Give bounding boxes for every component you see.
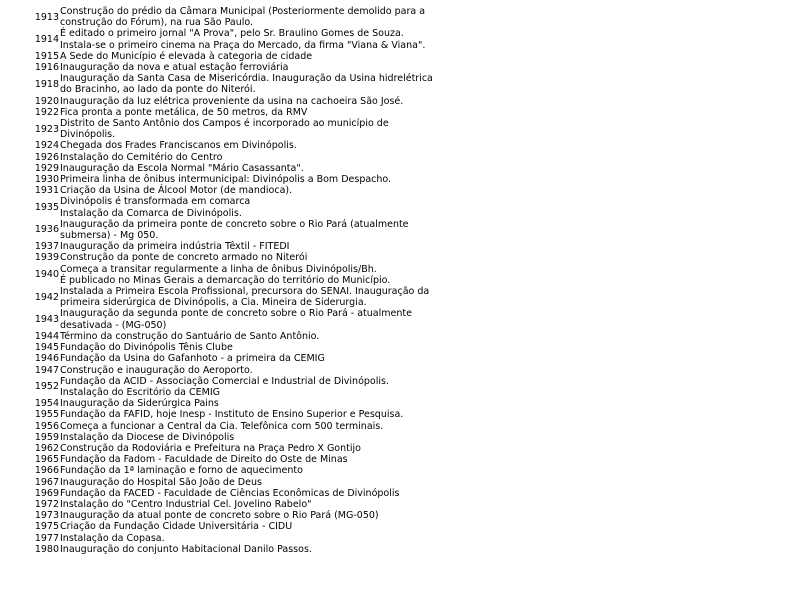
timeline-event [60, 533, 452, 544]
timeline-event-line: do Bracinho, ao lado da ponte do Niterói. [60, 84, 256, 96]
timeline-event [60, 174, 452, 185]
timeline-year: 1914 [34, 34, 59, 45]
timeline-event-line: Instalação do "Centro Industrial Cel. Jovelino Rabelo" [60, 498, 312, 510]
timeline-event [60, 96, 452, 107]
timeline-row [32, 219, 452, 241]
timeline-year: 1945 [34, 342, 59, 354]
timeline-year: 1959 [34, 431, 59, 443]
timeline-event [60, 477, 452, 488]
timeline-event [60, 443, 452, 454]
timeline-year: 1962 [34, 442, 59, 454]
timeline-year: 1915 [34, 50, 59, 62]
timeline-row [32, 521, 452, 532]
timeline-row [32, 185, 452, 196]
timeline-event-line: É editado o primeiro jornal "A Prova", pelo Sr. Braulino Gomes de Souza. [60, 28, 404, 40]
timeline-event-line: Construção e inauguração do Aeroporto. [60, 364, 253, 376]
timeline-year: 1943 [34, 314, 59, 326]
timeline-event-line: Fundação da 1ª laminação e forno de aquecimento [60, 465, 303, 477]
timeline-year: 1965 [34, 454, 59, 466]
timeline-row [32, 264, 452, 286]
timeline-row [32, 163, 452, 174]
timeline-row [32, 28, 452, 50]
timeline-row [32, 6, 452, 28]
timeline-event-line: Instalação do Cemitério do Centro [60, 151, 223, 163]
timeline-row [32, 241, 452, 252]
timeline-year: 1930 [34, 174, 59, 186]
timeline-event-line: submersa) - Mg 050. [60, 230, 159, 242]
timeline-year: 1940 [34, 269, 59, 281]
timeline-year: 1980 [34, 543, 59, 555]
timeline-year: 1952 [34, 381, 59, 393]
timeline-year: 1929 [34, 162, 59, 174]
timeline-row [32, 286, 452, 308]
timeline-event [60, 465, 452, 476]
timeline-year: 1936 [34, 224, 59, 236]
timeline-event [60, 185, 452, 196]
timeline-year: 1916 [34, 62, 59, 74]
timeline-row [32, 443, 452, 454]
timeline-event [60, 432, 452, 443]
timeline-year: 1935 [34, 202, 59, 214]
timeline-event-line: Instalação do Escritório da CEMIG [60, 386, 221, 398]
timeline-event-line: Inauguração do conjunto Habitacional Danilo Passos. [60, 543, 312, 555]
timeline-row [32, 499, 452, 510]
timeline-event [60, 544, 452, 555]
timeline-year: 1975 [34, 521, 59, 533]
timeline-event-line: desativada - (MG-050) [60, 319, 167, 331]
timeline-event-line: Construção da ponte de concreto armado no Niterói [60, 252, 308, 264]
timeline-year: 1955 [34, 409, 59, 421]
timeline-year: 1944 [34, 330, 59, 342]
timeline-event [60, 107, 452, 118]
timeline-year: 1918 [34, 78, 59, 90]
timeline-row [32, 331, 452, 342]
timeline-year: 1946 [34, 353, 59, 365]
timeline-event-line: Fica pronta a ponte metálica, de 50 metros, da RMV [60, 106, 308, 118]
timeline-row [32, 174, 452, 185]
timeline-event [60, 219, 452, 241]
timeline-event-line: Começa a transitar regularmente a linha de ônibus Divinópolis/Bh. [60, 263, 377, 275]
timeline-event-line: Instala-se o primeiro cinema na Praça do Mercado, da firma "Viana & Viana". [60, 39, 426, 51]
timeline-row [32, 51, 452, 62]
timeline-event-line: Instalação da Comarca de Divinópolis. [60, 207, 242, 219]
timeline-event [60, 308, 452, 330]
timeline-row [32, 454, 452, 465]
timeline-event [60, 118, 452, 140]
timeline-row [32, 62, 452, 73]
timeline-event [60, 73, 452, 95]
timeline-event-line: Inauguração da Escola Normal "Mário Casassanta". [60, 162, 304, 174]
timeline-event-line: Começa a funcionar a Central da Cia. Telefônica com 500 terminais. [60, 420, 384, 432]
timeline-row [32, 544, 452, 555]
timeline-event [60, 353, 452, 364]
timeline-event [60, 241, 452, 252]
timeline-event-line: Inauguração da segunda ponte de concreto sobre o Rio Pará - atualmente [60, 308, 412, 320]
timeline-year: 1972 [34, 498, 59, 510]
timeline-event-line: Fundação do Divinópolis Tênis Clube [60, 342, 233, 354]
timeline-table [32, 6, 452, 555]
timeline-event-line: Instalação da Diocese de Divinópolis [60, 431, 235, 443]
timeline-event-line: Inauguração da atual ponte de concreto sobre o Rio Pará (MG-050) [60, 510, 379, 522]
timeline-event-line: Distrito de Santo Antônio dos Campos é incorporado ao município de [60, 118, 389, 130]
timeline-row [32, 510, 452, 521]
timeline-event [60, 152, 452, 163]
timeline-event [60, 28, 452, 50]
timeline-event-line: Fundação da Usina do Gafanhoto - a primeira da CEMIG [60, 353, 325, 365]
timeline-event-line: Criação da Usina de Álcool Motor (de mandioca). [60, 185, 293, 197]
timeline-event-line: Fundação da FACED - Faculdade de Ciências Econômicas de Divinópolis [60, 487, 400, 499]
timeline-event [60, 409, 452, 420]
timeline-row [32, 140, 452, 151]
timeline-row [32, 409, 452, 420]
timeline-event-line: construção do Fórum), na rua São Paulo. [60, 17, 254, 29]
timeline-row [32, 308, 452, 330]
timeline-year: 1922 [34, 106, 59, 118]
timeline-event [60, 196, 452, 218]
timeline-row [32, 252, 452, 263]
timeline-event-line: Inauguração da luz elétrica proveniente da usina na cachoeira São José. [60, 95, 404, 107]
timeline-row [32, 533, 452, 544]
timeline-year: 1942 [34, 291, 59, 303]
timeline-event [60, 454, 452, 465]
timeline-event [60, 140, 452, 151]
timeline-event [60, 342, 452, 353]
timeline-event [60, 488, 452, 499]
timeline-event [60, 510, 452, 521]
timeline-event-line: Fundação da ACID - Associação Comercial e Industrial de Divinópolis. [60, 375, 389, 387]
timeline-event-line: Término da construção do Santuário de Santo Antônio. [60, 330, 320, 342]
timeline-event-line: Chegada dos Frades Franciscanos em Divinópolis. [60, 140, 297, 152]
timeline-event [60, 376, 452, 398]
timeline-row [32, 376, 452, 398]
timeline-row [32, 488, 452, 499]
timeline-year: 1924 [34, 140, 59, 152]
timeline-event-line: Inauguração da nova e atual estação ferroviária [60, 62, 289, 74]
timeline-event-line: Instalação da Copasa. [60, 532, 165, 544]
timeline-row [32, 196, 452, 218]
timeline-row [32, 353, 452, 364]
timeline-event-line: Instalada a Primeira Escola Profissional, precursora do SENAI. Inauguração da [60, 286, 430, 298]
timeline-year: 1937 [34, 241, 59, 253]
timeline-event [60, 398, 452, 409]
timeline-year: 1954 [34, 398, 59, 410]
timeline-year: 1966 [34, 465, 59, 477]
timeline-event-line: primeira siderúrgica de Divinópolis, a Cia. Mineira de Siderurgia. [60, 297, 367, 309]
timeline-row [32, 152, 452, 163]
timeline-year: 1956 [34, 420, 59, 432]
timeline-row [32, 73, 452, 95]
timeline-year: 1939 [34, 252, 59, 264]
timeline-row [32, 432, 452, 443]
timeline-event-line: Construção do prédio da Câmara Municipal (Posteriormente demolido para a [60, 6, 426, 17]
timeline-event-line: Criação da Fundação Cidade Universitária - CIDU [60, 521, 293, 533]
timeline-event-line: Divinópolis. [60, 129, 116, 141]
timeline-row [32, 118, 452, 140]
timeline-event [60, 264, 452, 286]
timeline-row [32, 477, 452, 488]
timeline-year: 1913 [34, 11, 59, 23]
timeline-row [32, 398, 452, 409]
timeline-body [32, 6, 452, 555]
timeline-row [32, 421, 452, 432]
timeline-event [60, 51, 452, 62]
timeline-year: 1920 [34, 95, 59, 107]
timeline-year: 1923 [34, 123, 59, 135]
timeline-event-line: Primeira linha de ônibus intermunicipal: Divinópolis a Bom Despacho. [60, 174, 392, 186]
timeline-event-line: Inauguração da Santa Casa de Misericórdia. Inauguração da Usina hidrelétrica [60, 73, 433, 85]
timeline-event-line: Divinópolis é transformada em comarca [60, 196, 251, 208]
timeline-event [60, 286, 452, 308]
timeline-year: 1931 [34, 185, 59, 197]
timeline-event [60, 62, 452, 73]
timeline-event-line: Construção da Rodoviária e Prefeitura na Praça Pedro X Gontijo [60, 442, 361, 454]
timeline-year: 1969 [34, 487, 59, 499]
timeline-event-line: Inauguração da Siderúrgica Pains [60, 398, 219, 410]
timeline-event-line: Fundação da FAFID, hoje Inesp - Instituto de Ensino Superior e Pesquisa. [60, 409, 404, 421]
timeline-event-line: A Sede do Município é elevada à categoria de cidade [60, 50, 313, 62]
timeline-event-line: Fundação da Fadom - Faculdade de Direito do Oste de Minas [60, 454, 348, 466]
timeline-row [32, 96, 452, 107]
timeline-event-line: Inauguração do Hospital São João de Deus [60, 476, 262, 488]
timeline-event [60, 499, 452, 510]
timeline-event [60, 163, 452, 174]
timeline-year: 1977 [34, 532, 59, 544]
timeline-year: 1947 [34, 364, 59, 376]
timeline-event [60, 6, 452, 28]
timeline-year: 1967 [34, 476, 59, 488]
timeline-event-line: Inauguração da primeira ponte de concreto sobre o Rio Pará (atualmente [60, 218, 409, 230]
timeline-event [60, 331, 452, 342]
timeline-row [32, 365, 452, 376]
timeline-event [60, 521, 452, 532]
timeline-event [60, 252, 452, 263]
timeline-event [60, 365, 452, 376]
timeline-row [32, 107, 452, 118]
timeline-row [32, 465, 452, 476]
timeline-year: 1973 [34, 510, 59, 522]
timeline-event [60, 421, 452, 432]
timeline-year: 1926 [34, 151, 59, 163]
timeline-event-line: É publicado no Minas Gerais a demarcação do território do Município. [60, 274, 391, 286]
timeline-event-line: Inauguração da primeira indústria Têxtil - FITEDI [60, 241, 290, 253]
timeline-row [32, 342, 452, 353]
